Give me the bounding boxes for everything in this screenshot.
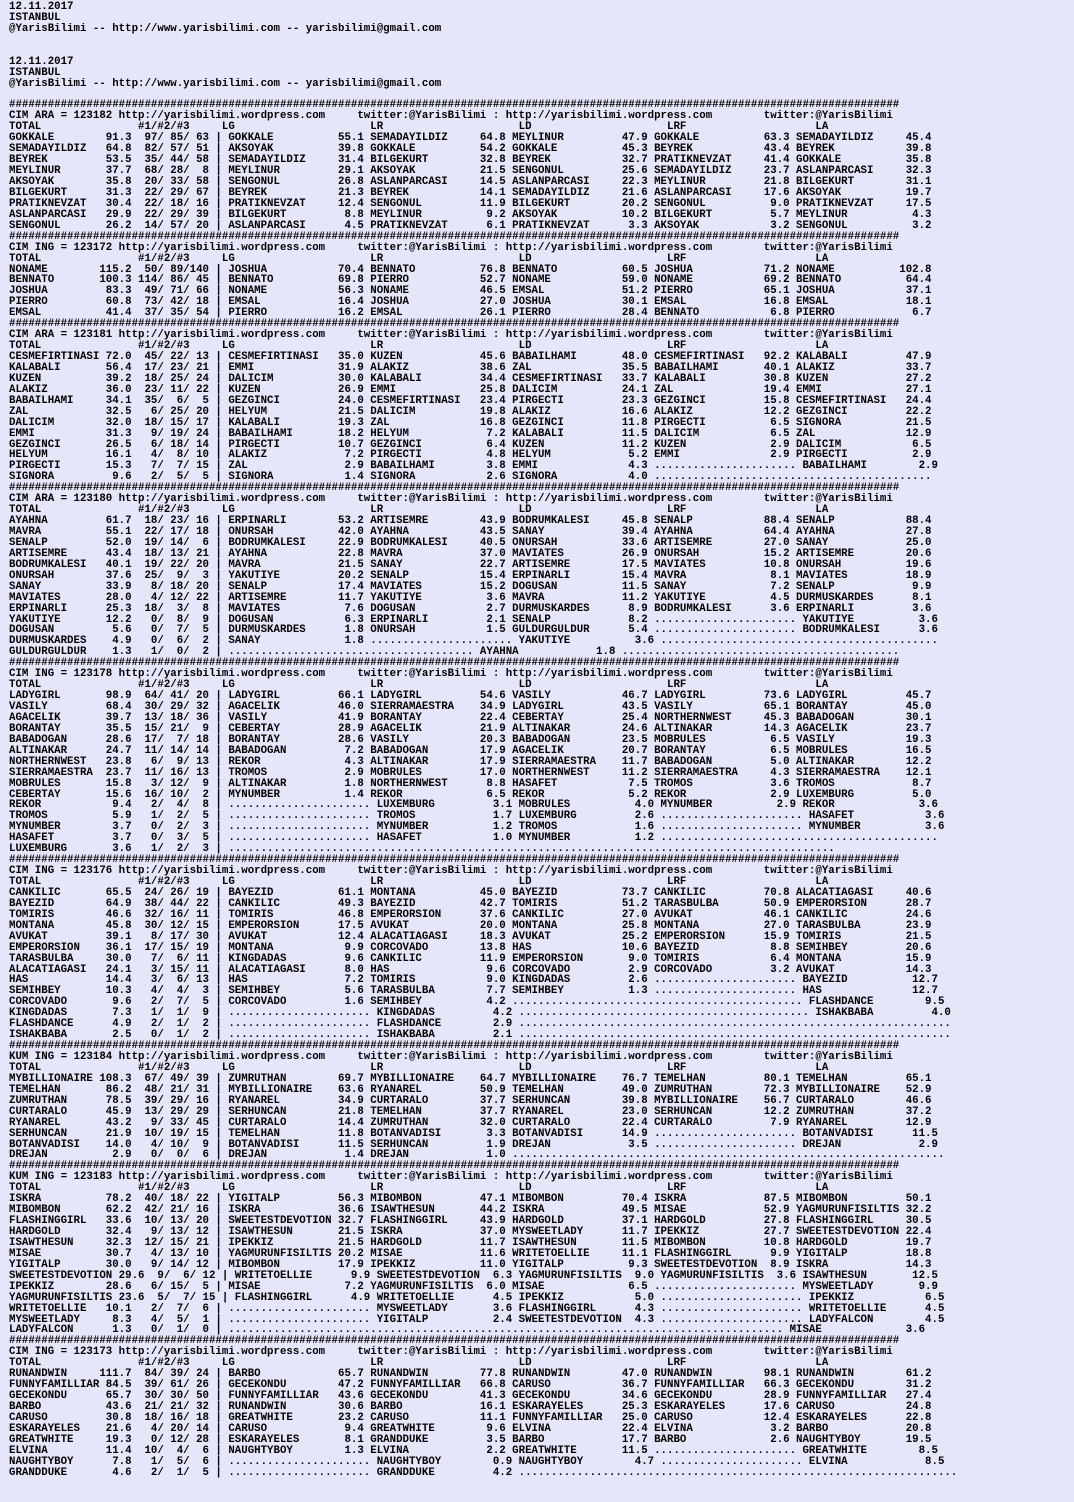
column-header: TOTAL #1/#2/#3 LG LR LD LRF LA — [9, 1357, 829, 1370]
result-row: ZAL 32.5 6/ 25/ 20 | HELYUM 21.5 DALICIM 19.8 ALAKIZ 16.6 ALAKIZ 12.2 GEZGINCI 22.2 — [9, 405, 932, 418]
result-row: HARDGOLD 32.4 9/ 13/ 12 | ISAWTHESUN 21.5 ISKRA 37.0 MYSWEETLADY 11.7 IPEKKIZ 27.7 SWEETESTDEVOTION 22.4 — [9, 1226, 932, 1238]
result-row: NORTHERNWEST 23.8 6/ 9/ 13 | REKOR 4.3 ALTINAKAR 17.9 SIERRAMAESTRA 11.7 BABADOGAN 5.0 ALTINAKAR 12.2 — [9, 755, 932, 768]
result-row: RYANAREL 43.2 9/ 33/ 45 | CURTARALO 14.4 ZUMRUTHAN 32.0 CURTARALO 22.4 CURTARALO 7.9 RYANAREL 12.9 — [9, 1116, 932, 1129]
result-row: HELYUM 16.1 4/ 8/ 10 | ALAKIZ 7.2 PIRGECTI 4.8 HELYUM 5.2 EMMI 2.9 PIRGECTI 2.9 — [9, 449, 932, 462]
race-header: KUM ING = 123184 http://yarisbilimi.wordpress.com twitter:@YarisBilimi : http://yarisbilimi.wordpress.com twitter:@YarisBilimi — [9, 1051, 893, 1063]
result-row: TROMOS 5.9 1/ 2/ 5 | ...................... TROMOS 1.7 LUXEMBURG 2.6 ...................... HASAFET 3.6 — [9, 810, 945, 823]
race-header: CIM ING = 123173 http://yarisbilimi.wordpress.com twitter:@YarisBilimi : http://yarisbilimi.wordpress.com twitter:@YarisBilimi — [9, 1346, 893, 1359]
result-row: SEMADAYILDIZ 64.8 82/ 57/ 51 | AKSOYAK 39.8 GOKKALE 54.2 GOKKALE 45.3 BEYREK 43.4 BEYREK 39.8 — [9, 143, 932, 156]
race-header: KUM ING = 123183 http://yarisbilimi.wordpress.com twitter:@YarisBilimi : http://yarisbilimi.wordpress.com twitter:@YarisBilimi — [9, 1171, 893, 1184]
result-row: KUZEN 39.2 18/ 25/ 24 | DALICIM 30.0 KALABALI 34.4 CESMEFIRTINASI 33.7 KALABALI 30.8 KUZEN 27.2 — [9, 372, 932, 385]
result-row: CARUSO 30.8 18/ 16/ 18 | GREATWHITE 23.2 CARUSO 11.1 FUNNYFAMILLIAR 25.0 CARUSO 12.4 ESKARAYELES 22.8 — [9, 1411, 932, 1424]
column-header: TOTAL #1/#2/#3 LG LR LD LRF LA — [9, 121, 829, 134]
result-row: BODRUMKALESI 40.1 19/ 22/ 20 | MAVRA 21.5 SANAY 22.7 ARTISEMRE 17.5 MAVIATES 10.8 ONURSAH 19.6 — [9, 558, 932, 571]
result-row: SWEETESTDEVOTION 29.6 9/ 6/ 12 | WRITETOELLIE 9.9 SWEETESTDEVOTION 6.3 YAGMURUNFISILTIS 9.0 YAGMURUNFISILTIS 3.6 ISAWTHESUN 12.5 — [9, 1269, 938, 1282]
result-row: ALAKIZ 36.0 23/ 11/ 22 | KUZEN 26.9 EMMI 25.8 DALICIM 24.1 ZAL 19.4 EMMI 27.1 — [9, 383, 932, 396]
result-row: AGACELIK 39.7 13/ 18/ 36 | VASILY 41.9 BORANTAY 22.4 CEBERTAY 25.4 NORTHERNWEST 45.3 BABADOGAN 30.1 — [9, 711, 932, 724]
result-row: DOGUSAN 5.6 0/ 7/ 5 | DURMUSKARDES 1.8 ONURSAH 1.5 GULDURGULDUR 5.4 ...................... BODRUMKALESI 3.6 — [9, 624, 938, 637]
result-row: AYAHNA 61.7 18/ 23/ 16 | ERPINARLI 53.2 ARTISEMRE 43.9 BODRUMKALESI 45.8 SENALP 88.4 SENALP 88.4 — [9, 515, 932, 528]
result-row: NAUGHTYBOY 7.8 1/ 5/ 6 | ...................... NAUGHTYBOY 0.9 NAUGHTYBOY 4.7 ...................... ELVINA 8.5 — [9, 1455, 945, 1468]
result-row: GULDURGULDUR 1.3 1/ 0/ 2 | ...................................... AYAHNA 1.8 ........................................... — [9, 646, 900, 659]
result-row: MEYLINUR 37.7 68/ 28/ 8 | MEYLINUR 29.1 AKSOYAK 21.5 SENGONUL 25.6 SEMADAYILDIZ 23.7 ASLANPARCASI 32.3 — [9, 165, 932, 178]
result-row: GRANDDUKE 4.6 2/ 1/ 5 | ...................... GRANDDUKE 4.2 .................................................................... — [9, 1466, 958, 1479]
report-contact: @YarisBilimi -- http://www.yarisbilimi.com -- yarisbilimi@gmail.com — [9, 22, 442, 35]
result-row: BILGEKURT 31.3 22/ 29/ 67 | BEYREK 21.3 BEYREK 14.1 SEMADAYILDIZ 21.6 ASLANPARCASI 17.6 AKSOYAK 19.7 — [9, 186, 932, 199]
result-row: BABAILHAMI 34.1 35/ 6/ 5 | GEZGINCI 24.0 CESMEFIRTINASI 23.4 PIRGECTI 23.3 GEZGINCI 15.8 CESMEFIRTINASI 24.4 — [9, 394, 932, 407]
result-row: NONAME 115.2 50/ 89/140 | JOSHUA 70.4 BENNATO 76.8 BENNATO 60.5 JOSHUA 71.2 NONAME 102.8 — [9, 263, 932, 276]
race-report-text — [9, 2, 957, 1479]
result-row: YAGMURUNFISILTIS 23.6 5/ 7/ 15 | FLASHINGGIRL 4.9 WRITETOELLIE 4.5 IPEKKIZ 5.0 ...................... IPEKKIZ 6.5 — [9, 1291, 945, 1304]
section-divider: ########################################################################################################################################## — [9, 230, 900, 243]
race-header: CIM ARA = 123182 http://yarisbilimi.wordpress.com twitter:@YarisBilimi : http://yarisbilimi.wordpress.com twitter:@YarisBilimi — [9, 110, 893, 123]
column-header: TOTAL #1/#2/#3 LG LR LD LRF LA — [9, 1061, 829, 1074]
section-divider: ########################################################################################################################################## — [9, 1160, 900, 1173]
race-header: CIM ING = 123178 http://yarisbilimi.wordpress.com twitter:@YarisBilimi : http://yarisbilimi.wordpress.com twitter:@YarisBilimi — [9, 668, 893, 681]
result-row: SIERRAMAESTRA 23.7 11/ 16/ 13 | TROMOS 2.9 MOBRULES 17.0 NORTHERNWEST 11.2 SIERRAMAESTRA 4.3 SIERRAMAESTRA 12.1 — [9, 766, 932, 779]
blank-line — [9, 35, 957, 46]
result-row: FUNNYFAMILLIAR 84.5 39/ 61/ 26 | GECEKONDU 47.2 FUNNYFAMILLIAR 66.8 CARUSO 36.7 FUNNYFAMILLIAR 66.3 GECEKONDU 31.2 — [9, 1379, 932, 1392]
result-row: BAYEZID 64.9 38/ 44/ 22 | CANKILIC 49.3 BAYEZID 42.7 TOMIRIS 51.2 TARASBULBA 50.9 EMPERORSION 28.7 — [9, 897, 932, 910]
result-row: MYBILLIONAIRE 108.3 67/ 49/ 39 | ZUMRUTHAN 69.7 MYBILLIONAIRE 64.7 MYBILLIONAIRE 76.7 TEMELHAN 80.1 TEMELHAN 65.1 — [9, 1072, 932, 1085]
result-row: MAVIATES 28.0 4/ 12/ 22 | ARTISEMRE 11.7 YAKUTIYE 3.6 MAVRA 11.2 YAKUTIYE 4.5 DURMUSKARDES 8.1 — [9, 591, 932, 604]
blank-line — [9, 46, 957, 57]
result-row: LADYGIRL 98.9 64/ 41/ 20 | LADYGIRL 66.1 LADYGIRL 54.6 VASILY 46.7 LADYGIRL 73.6 LADYGIRL 45.7 — [9, 690, 932, 703]
result-row: PRATIKNEVZAT 30.4 22/ 18/ 16 | PRATIKNEVZAT 12.4 SENGONUL 11.9 BILGEKURT 20.2 SENGONUL 9.0 PRATIKNEVZAT 17.5 — [9, 197, 932, 210]
section-divider: ########################################################################################################################################## — [9, 99, 900, 112]
result-row: SENALP 52.0 19/ 14/ 6 | BODRUMKALESI 22.9 BODRUMKALESI 40.5 ONURSAH 33.6 ARTISEMRE 27.0 SANAY 25.0 — [9, 536, 932, 549]
result-row: PIERRO 60.8 73/ 42/ 18 | EMSAL 16.4 JOSHUA 27.0 JOSHUA 30.1 EMSAL 16.8 EMSAL 18.1 — [9, 296, 932, 309]
column-header: TOTAL #1/#2/#3 LG LR LD LRF LA — [9, 876, 829, 888]
result-row: WRITETOELLIE 10.1 2/ 7/ 6 | ...................... MYSWEETLADY 3.6 FLASHINGGIRL 4.3 ...................... WRITETOELLIE 4.5 — [9, 1302, 945, 1315]
result-row: LUXEMBURG 3.6 1/ 2/ 3 | .............................................................................................. — [9, 843, 835, 856]
result-row: FLASHDANCE 4.9 2/ 1/ 2 | ...................... FLASHDANCE 2.9 ................................................................... — [9, 1018, 951, 1031]
result-row: ELVINA 11.4 10/ 4/ 6 | NAUGHTYBOY 1.3 ELVINA 2.2 GREATWHITE 11.5 ...................... GREATWHITE 8.5 — [9, 1444, 938, 1457]
section-divider: ########################################################################################################################################## — [9, 318, 900, 331]
result-row: KINGDADAS 7.3 1/ 1/ 9 | ...................... KINGDADAS 4.2 ............................................. ISHAKBABA 4.0 — [9, 1007, 951, 1020]
result-row: YIGITALP 30.0 9/ 14/ 12 | MIBOMBON 17.9 IPEKKIZ 11.0 YIGITALP 9.3 SWEETESTDEVOTION 8.9 ISKRA 14.3 — [9, 1258, 932, 1271]
result-row: EMSAL 41.4 37/ 35/ 54 | PIERRO 16.2 EMSAL 26.1 PIERRO 28.4 BENNATO 6.8 PIERRO 6.7 — [9, 307, 932, 320]
result-row: ISKRA 78.2 40/ 18/ 22 | YIGITALP 56.3 MIBOMBON 47.1 MIBOMBON 70.4 ISKRA 87.5 MIBOMBON 50.1 — [9, 1193, 932, 1206]
result-row: VASILY 68.4 30/ 29/ 32 | AGACELIK 46.0 SIERRAMAESTRA 34.9 LADYGIRL 43.5 VASILY 65.1 BORANTAY 45.0 — [9, 701, 932, 713]
result-row: CEBERTAY 15.6 16/ 10/ 2 | MYNUMBER 1.4 REKOR 6.5 REKOR 5.2 REKOR 2.9 LUXEMBURG 5.0 — [9, 788, 932, 801]
result-row: MOBRULES 15.8 3/ 12/ 9 | ALTINAKAR 1.8 NORTHERNWEST 8.8 HASAFET 7.5 TROMOS 3.6 TROMOS 8.7 — [9, 777, 932, 790]
result-row: ALTINAKAR 24.7 11/ 14/ 14 | BABADOGAN 7.2 BABADOGAN 17.9 AGACELIK 20.7 BORANTAY 6.5 MOBRULES 16.5 — [9, 744, 932, 757]
result-row: ONURSAH 37.6 25/ 9/ 3 | YAKUTIYE 20.2 SENALP 15.4 ERPINARLI 15.4 MAVRA 8.1 MAVIATES 18.9 — [9, 569, 932, 582]
result-row: SANAY 33.9 8/ 18/ 20 | SENALP 17.4 MAVIATES 15.2 DOGUSAN 11.5 SANAY 7.2 SENALP 9.9 — [9, 580, 932, 593]
result-row: CESMEFIRTINASI 72.0 45/ 22/ 13 | CESMEFIRTINASI 35.0 KUZEN 45.6 BABAILHAMI 48.0 CESMEFIRTINASI 92.2 KALABALI 47.9 — [9, 351, 932, 363]
section-divider: ########################################################################################################################################## — [9, 482, 900, 495]
result-row: GREATWHITE 19.3 0/ 12/ 28 | ESKARAYELES 8.1 GRANDDUKE 3.5 BARBO 17.7 BARBO 2.6 NAUGHTYBOY 19.5 — [9, 1433, 932, 1446]
result-row: IPEKKIZ 28.6 6/ 15/ 5 | MISAE 7.2 YAGMURUNFISILTIS 6.0 MISAE 6.5 ...................... MYSWEETLADY 9.9 — [9, 1280, 938, 1293]
result-row: GECEKONDU 65.7 30/ 30/ 50 | FUNNYFAMILLIAR 43.6 GECEKONDU 41.3 GECEKONDU 34.6 GECEKONDU 28.9 FUNNYFAMILLIAR 27.4 — [9, 1390, 932, 1403]
result-row: KALABALI 56.4 17/ 23/ 21 | EMMI 31.9 ALAKIZ 38.6 ZAL 35.5 BABAILHAMI 40.1 ALAKIZ 33.7 — [9, 361, 932, 374]
race-header: CIM ARA = 123180 http://yarisbilimi.wordpress.com twitter:@YarisBilimi : http://yarisbilimi.wordpress.com twitter:@YarisBilimi — [9, 493, 893, 506]
result-row: ERPINARLI 25.3 18/ 3/ 8 | MAVIATES 7.6 DOGUSAN 2.7 DURMUSKARDES 8.9 BODRUMKALESI 3.6 ERPINARLI 3.6 — [9, 602, 932, 615]
result-row: SEMIHBEY 10.3 4/ 4/ 3 | SEMIHBEY 5.6 TARASBULBA 7.7 SEMIHBEY 1.3 ...................... HAS 12.7 — [9, 985, 938, 998]
result-row: EMMI 31.3 9/ 19/ 24 | BABAILHAMI 18.2 HELYUM 7.2 KALABALI 11.5 DALICIM 6.5 ZAL 12.9 — [9, 427, 932, 440]
result-row: BABADOGAN 28.6 17/ 7/ 18 | BORANTAY 28.6 VASILY 20.3 BABADOGAN 23.5 MOBRULES 6.5 VASILY 19.3 — [9, 733, 932, 746]
result-row: DREJAN 2.9 0/ 0/ 6 | DREJAN 1.4 DREJAN 1.0 ................................................................... — [9, 1149, 945, 1162]
report-date: 12.11.2017 — [9, 1, 74, 13]
result-row: TOMIRIS 46.6 32/ 16/ 11 | TOMIRIS 46.8 EMPERORSION 37.6 CANKILIC 27.0 AVUKAT 46.1 CANKILIC 24.6 — [9, 908, 932, 921]
result-row: DALICIM 32.0 18/ 15/ 17 | KALABALI 19.3 ZAL 16.8 GEZGINCI 11.8 PIRGECTI 6.5 SIGNORA 21.5 — [9, 416, 932, 429]
result-row: YAKUTIYE 12.2 0/ 8/ 9 | DOGUSAN 6.3 ERPINARLI 2.1 SENALP 8.2 ...................... YAKUTIYE 3.6 — [9, 613, 938, 626]
result-row: ZUMRUTHAN 78.5 39/ 29/ 16 | RYANAREL 34.9 CURTARALO 37.7 SERHUNCAN 39.8 MYBILLIONAIRE 56.7 CURTARALO 46.6 — [9, 1094, 932, 1107]
report-date: 12.11.2017 — [9, 55, 74, 68]
column-header: TOTAL #1/#2/#3 LG LR LD LRF LA — [9, 252, 829, 265]
section-divider: ########################################################################################################################################## — [9, 657, 900, 670]
section-divider: ########################################################################################################################################## — [9, 854, 900, 867]
result-row: ALACATIAGASI 24.1 3/ 15/ 11 | ALACATIAGASI 8.0 HAS 9.6 CORCOVADO 2.9 CORCOVADO 3.2 AVUKAT 14.3 — [9, 963, 932, 976]
result-row: LADYFALCON 1.3 0/ 1/ 0 | ...................................................................................... MISAE 3.6 — [9, 1324, 926, 1337]
result-row: RUNANDWIN 111.7 84/ 39/ 24 | BARBO 65.7 RUNANDWIN 77.8 RUNANDWIN 47.0 RUNANDWIN 98.1 RUNANDWIN 61.2 — [9, 1368, 932, 1381]
result-row: BOTANVADISI 14.0 4/ 10/ 9 | BOTANVADISI 11.5 SERHUNCAN 1.9 DREJAN 3.5 ...................... DREJAN 2.9 — [9, 1138, 938, 1151]
result-row: AVUKAT 39.1 8/ 17/ 30 | AVUKAT 12.4 ALACATIAGASI 18.3 AVUKAT 25.2 EMPERORSION 15.9 TOMIRIS 21.5 — [9, 930, 932, 943]
result-row: CORCOVADO 9.6 2/ 7/ 5 | CORCOVADO 1.6 SEMIHBEY 4.2 ............................................. FLASHDANCE 9.5 — [9, 996, 945, 1009]
result-row: HAS 14.4 3/ 6/ 13 | HAS 7.2 TOMIRIS 9.0 KINGDADAS 2.6 ...................... BAYEZID 12.7 — [9, 974, 938, 987]
result-row: TEMELHAN 86.2 48/ 21/ 31 | MYBILLIONAIRE 63.6 RYANAREL 50.9 TEMELHAN 49.0 ZUMRUTHAN 72.3 MYBILLIONAIRE 52.9 — [9, 1083, 932, 1096]
result-row: SENGONUL 26.2 14/ 57/ 20 | ASLANPARCASI 4.5 PRATIKNEVZAT 6.1 PRATIKNEVZAT 3.3 AKSOYAK 3.2 SENGONUL 3.2 — [9, 219, 932, 232]
result-row: GOKKALE 91.3 97/ 85/ 63 | GOKKALE 55.1 SEMADAYILDIZ 64.8 MEYLINUR 47.9 GOKKALE 63.3 SEMADAYILDIZ 45.4 — [9, 132, 932, 145]
result-row: ISAWTHESUN 32.3 12/ 15/ 21 | IPEKKIZ 21.5 HARDGOLD 11.7 ISAWTHESUN 11.5 MIBOMBON 10.8 HARDGOLD 19.7 — [9, 1236, 932, 1249]
result-row: EMPERORSION 36.1 17/ 15/ 19 | MONTANA 9.9 CORCOVADO 13.8 HAS 10.6 BAYEZID 8.8 SEMIHBEY 20.6 — [9, 941, 932, 954]
section-divider: ########################################################################################################################################## — [9, 1040, 900, 1053]
result-row: JOSHUA 83.3 49/ 71/ 66 | NONAME 56.3 NONAME 46.5 EMSAL 51.2 PIERRO 65.1 JOSHUA 37.1 — [9, 285, 932, 298]
result-row: TARASBULBA 30.0 7/ 6/ 11 | KINGDADAS 9.6 CANKILIC 11.9 EMPERORSION 9.0 TOMIRIS 6.4 MONTANA 15.9 — [9, 952, 932, 965]
result-row: SIGNORA 9.6 2/ 5/ 5 | SIGNORA 1.4 SIGNORA 2.6 SIGNORA 4.0 ........................................... — [9, 471, 932, 484]
result-row: BEYREK 53.5 35/ 44/ 58 | SEMADAYILDIZ 31.4 BILGEKURT 32.8 BEYREK 32.7 PRATIKNEVZAT 41.4 GOKKALE 35.8 — [9, 154, 932, 167]
section-divider: ########################################################################################################################################## — [9, 1335, 900, 1348]
result-row: BORANTAY 35.5 15/ 21/ 9 | CEBERTAY 28.9 AGACELIK 21.9 ALTINAKAR 24.6 ALTINAKAR 14.3 AGACELIK 23.7 — [9, 722, 932, 735]
result-row: REKOR 9.4 2/ 4/ 8 | ...................... LUXEMBURG 3.1 MOBRULES 4.0 MYNUMBER 2.9 REKOR 3.6 — [9, 799, 938, 812]
result-row: MAVRA 55.1 22/ 17/ 18 | ONURSAH 42.0 AYAHNA 43.5 SANAY 39.4 AYAHNA 64.4 AYAHNA 27.8 — [9, 526, 932, 538]
result-row: GEZGINCI 26.5 6/ 18/ 14 | PIRGECTI 10.7 GEZGINCI 6.4 KUZEN 11.2 KUZEN 2.9 DALICIM 6.5 — [9, 438, 932, 451]
result-row: MYSWEETLADY 8.3 4/ 5/ 1 | ...................... YIGITALP 2.4 SWEETESTDEVOTION 4.3 ...................... LADYFALCON 4.5 — [9, 1313, 945, 1326]
result-row: SERHUNCAN 21.9 10/ 19/ 15 | TEMELHAN 11.8 BOTANVADISI 3.3 BOTANVADISI 14.9 ...................... BOTANVADISI 11.5 — [9, 1127, 938, 1140]
report-city: ISTANBUL — [9, 66, 61, 79]
result-row: CURTARALO 45.9 13/ 29/ 29 | SERHUNCAN 21.8 TEMELHAN 37.7 RYANAREL 23.0 SERHUNCAN 12.2 ZUMRUTHAN 37.2 — [9, 1105, 932, 1118]
column-header: TOTAL #1/#2/#3 LG LR LD LRF LA — [9, 340, 829, 353]
result-row: PIRGECTI 15.3 7/ 7/ 15 | ZAL 2.9 BABAILHAMI 3.8 EMMI 4.3 ...................... BABAILHAMI 2.9 — [9, 460, 938, 473]
result-row: DURMUSKARDES 4.9 0/ 6/ 2 | SANAY 1.8 ...................... YAKUTIYE 3.6 ........................................... — [9, 635, 938, 648]
report-city: ISTANBUL — [9, 11, 61, 24]
result-row: MISAE 30.7 4/ 13/ 10 | YAGMURUNFISILTIS 20.2 MISAE 11.6 WRITETOELLIE 11.1 FLASHINGGIRL 9.9 YIGITALP 18.8 — [9, 1247, 932, 1260]
race-header: CIM ING = 123176 http://yarisbilimi.wordpress.com twitter:@YarisBilimi : http://yarisbilimi.wordpress.com twitter:@YarisBilimi — [9, 865, 893, 878]
result-row: ASLANPARCASI 29.9 22/ 29/ 39 | BILGEKURT 8.8 MEYLINUR 9.2 AKSOYAK 10.2 BILGEKURT 5.7 MEYLINUR 4.3 — [9, 208, 932, 221]
column-header: TOTAL #1/#2/#3 LG LR LD LRF LA — [9, 1182, 829, 1195]
result-row: BENNATO 100.3 114/ 86/ 45 | BENNATO 69.8 PIERRO 52.7 NONAME 59.0 NONAME 69.2 BENNATO 64.4 — [9, 274, 932, 287]
result-row: FLASHINGGIRL 33.6 10/ 13/ 20 | SWEETESTDEVOTION 32.7 FLASHINGGIRL 43.9 HARDGOLD 37.1 HARDGOLD 27.8 FLASHINGGIRL 30.5 — [9, 1215, 932, 1228]
column-header: TOTAL #1/#2/#3 LG LR LD LRF LA — [9, 504, 829, 517]
result-row: MYNUMBER 3.7 0/ 2/ 3 | ...................... MYNUMBER 1.2 TROMOS 1.6 ...................... MYNUMBER 3.6 — [9, 821, 945, 834]
result-row: CANKILIC 65.5 24/ 26/ 19 | BAYEZID 61.1 MONTANA 45.0 BAYEZID 73.7 CANKILIC 70.8 ALACATIAGASI 40.6 — [9, 886, 932, 899]
report-contact: @YarisBilimi -- http://www.yarisbilimi.com -- yarisbilimi@gmail.com — [9, 77, 442, 90]
result-row: ARTISEMRE 43.4 18/ 13/ 21 | AYAHNA 22.8 MAVRA 37.0 MAVIATES 26.9 ONURSAH 15.2 ARTISEMRE 20.6 — [9, 547, 932, 560]
result-row: ESKARAYELES 21.6 4/ 20/ 14 | CARUSO 9.4 GREATWHITE 9.6 ELVINA 22.4 ELVINA 3.2 BARBO 20.8 — [9, 1422, 932, 1435]
race-header: CIM ARA = 123181 http://yarisbilimi.wordpress.com twitter:@YarisBilimi : http://yarisbilimi.wordpress.com twitter:@YarisBilimi — [9, 329, 893, 342]
result-row: ISHAKBABA 2.5 0/ 1/ 2 | ...................... ISHAKBABA 2.1 ................................................................... — [9, 1029, 951, 1042]
column-header: TOTAL #1/#2/#3 LG LR LD LRF LA — [9, 679, 829, 692]
result-row: AKSOYAK 35.8 20/ 33/ 58 | SENGONUL 26.8 ASLANPARCASI 14.5 ASLANPARCASI 22.3 MEYLINUR 21.8 BILGEKURT 31.1 — [9, 176, 932, 188]
race-header: CIM ING = 123172 http://yarisbilimi.wordpress.com twitter:@YarisBilimi : http://yarisbilimi.wordpress.com twitter:@YarisBilimi — [9, 241, 893, 254]
result-row: HASAFET 3.7 0/ 3/ 5 | ...................... HASAFET 1.0 MYNUMBER 1.2 ........................................... — [9, 832, 938, 845]
result-row: BARBO 43.6 21/ 21/ 32 | RUNANDWIN 30.6 BARBO 16.1 ESKARAYELES 25.3 ESKARAYELES 17.6 CARUSO 24.8 — [9, 1401, 932, 1413]
result-row: MIBOMBON 62.2 42/ 21/ 16 | ISKRA 36.6 ISAWTHESUN 44.2 ISKRA 49.5 MISAE 52.9 YAGMURUNFISILTIS 32.2 — [9, 1204, 932, 1217]
result-row: MONTANA 45.8 30/ 12/ 15 | EMPERORSION 17.5 AVUKAT 20.0 MONTANA 25.8 MONTANA 27.0 TARASBULBA 23.9 — [9, 919, 932, 932]
